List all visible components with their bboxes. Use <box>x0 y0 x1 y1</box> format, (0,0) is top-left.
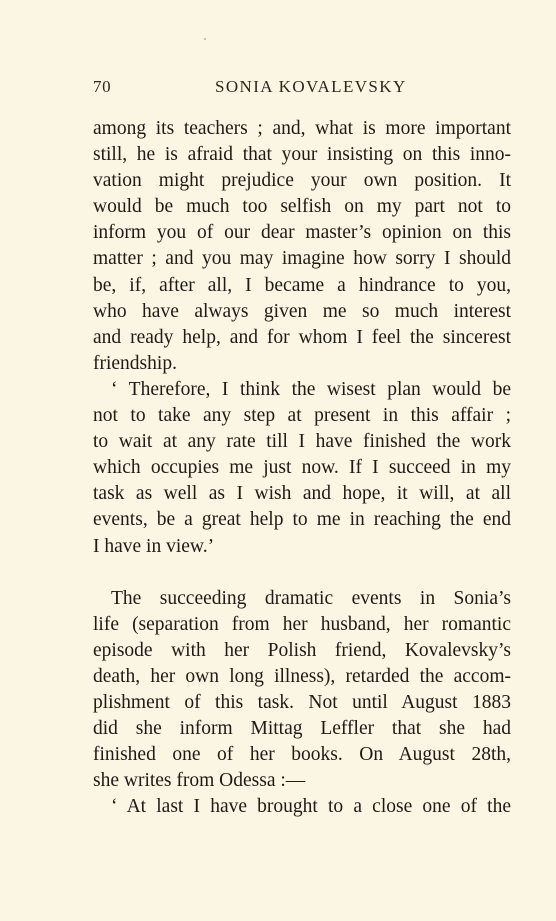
section-gap <box>93 560 511 586</box>
text-line: did she inform Mittag Leffler that she had <box>93 718 511 740</box>
text-line: be, if, after all, I became a hindrance to you, <box>93 274 511 296</box>
paragraph <box>93 377 511 560</box>
running-title: SONIA KOVALEVSKY <box>215 77 407 96</box>
text-line: plishment of this task. Not until August 1883 <box>93 691 511 713</box>
text-line: ‘ At last I have brought to a close one of the <box>111 796 511 818</box>
body-text <box>93 116 511 820</box>
page-header <box>93 77 493 103</box>
text-line: among its teachers ; and, what is more important <box>93 118 511 139</box>
text-line: who have always given me so much interest <box>93 300 511 322</box>
paragraph <box>93 586 511 795</box>
page-number: 70 <box>93 77 112 96</box>
paragraph <box>93 116 511 377</box>
text-line: and ready help, and for whom I feel the sincerest <box>93 326 511 348</box>
text-line: vation might prejudice your own position. It <box>93 170 511 192</box>
text-line: still, he is afraid that your insisting on this inno- <box>93 144 511 166</box>
text-line: to wait at any rate till I have finished the work <box>93 431 511 453</box>
text-line: matter ; and you may imagine how sorry I should <box>93 248 511 270</box>
text-line: events, be a great help to me in reaching the end <box>93 509 511 531</box>
text-line: task as well as I wish and hope, it will, at all <box>93 483 511 505</box>
text-line: not to take any step at present in this affair ; <box>93 405 511 427</box>
text-line: ‘ Therefore, I think the wisest plan would be <box>111 378 511 400</box>
text-line: friendship. <box>93 352 177 374</box>
text-line: episode with her Polish friend, Kovalevsky’s <box>93 639 511 661</box>
text-line: would be much too selfish on my part not to <box>93 196 511 218</box>
text-line: finished one of her books. On August 28th, <box>93 744 511 766</box>
text-line: death, her own long illness), retarded the accom- <box>93 665 511 687</box>
text-line: life (separation from her husband, her romantic <box>93 613 511 635</box>
paragraph <box>93 794 511 820</box>
paper-speck <box>204 38 206 40</box>
text-line: The succeeding dramatic events in Sonia’s <box>111 587 511 609</box>
text-line: which occupies me just now. If I succeed in my <box>93 457 511 479</box>
text-line: I have in view.’ <box>93 535 215 557</box>
text-line: inform you of our dear master’s opinion on this <box>93 222 511 244</box>
text-line: she writes from Odessa :— <box>93 770 306 792</box>
